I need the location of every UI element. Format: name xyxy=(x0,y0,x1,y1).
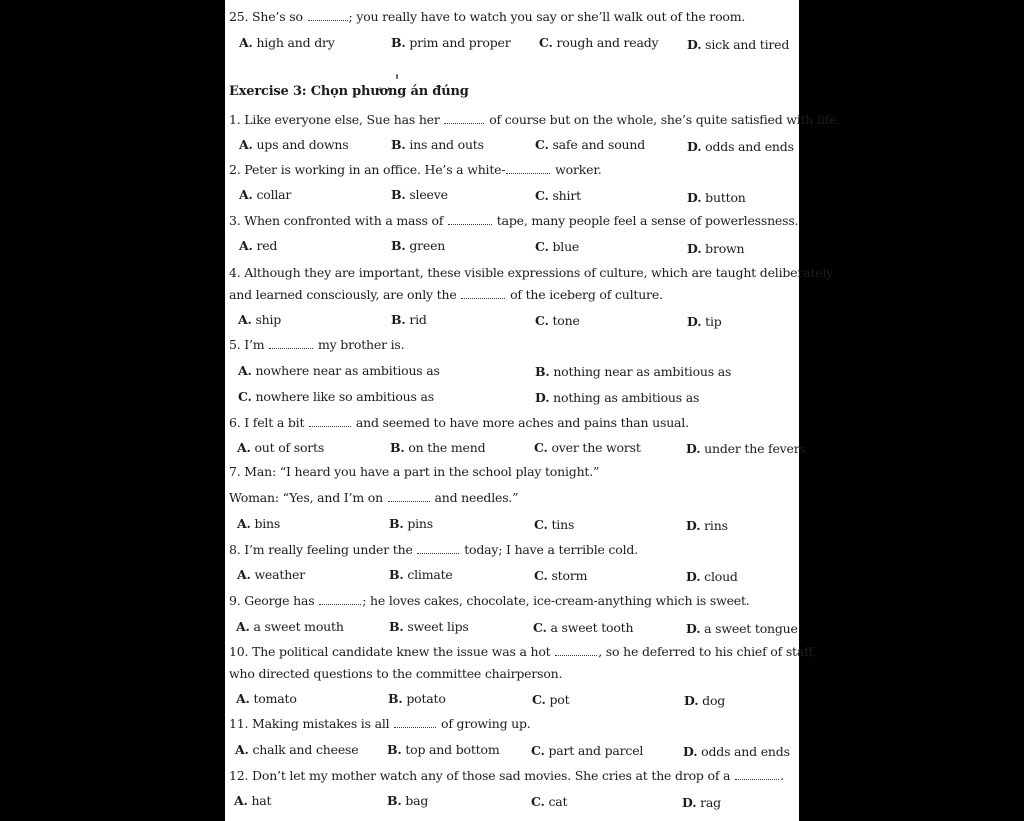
question-text: my brother is. xyxy=(314,337,405,352)
option-c xyxy=(535,239,579,254)
option-text: under the fevers xyxy=(704,441,806,456)
option-text: a sweet tooth xyxy=(550,620,634,635)
option-text: blue xyxy=(552,239,580,254)
option-text: brown xyxy=(705,241,745,256)
option-b xyxy=(387,742,499,757)
question-9-stem xyxy=(229,593,750,608)
option-b xyxy=(391,238,445,253)
option-letter: A. xyxy=(236,691,250,706)
option-b xyxy=(391,187,448,202)
answer-blank xyxy=(461,288,505,299)
question-7-stem-line: 7. Man: “I heard you have a part in the school play tonight.” xyxy=(229,464,600,479)
option-text: over the worst xyxy=(551,440,641,455)
option-letter: D. xyxy=(686,441,701,456)
option-letter: C. xyxy=(534,440,548,455)
option-letter: B. xyxy=(387,793,402,808)
option-letter: D. xyxy=(686,518,701,533)
option-d xyxy=(682,795,721,810)
option-text: dog xyxy=(702,693,726,708)
option-text: rins xyxy=(704,518,728,533)
option-text: tip xyxy=(705,314,722,329)
option-d xyxy=(684,693,725,708)
option-d xyxy=(686,441,806,456)
option-b xyxy=(389,567,453,582)
option-letter: D. xyxy=(686,621,701,636)
question-text: ; you really have to watch you say or she’ll walk out of the room. xyxy=(348,9,746,24)
question-text: Woman: “Yes, and I’m on xyxy=(229,490,387,505)
question-11-stem xyxy=(229,716,531,731)
option-d xyxy=(683,744,790,759)
answer-blank xyxy=(319,594,361,605)
option-text: tomato xyxy=(253,691,297,706)
option-letter: A. xyxy=(237,440,251,455)
question-3-stem xyxy=(229,213,798,228)
question-text: 11. Making mistakes is all xyxy=(229,716,394,731)
question-5-stem xyxy=(229,337,404,352)
option-letter: C. xyxy=(238,389,252,404)
option-letter: A. xyxy=(236,619,250,634)
option-d xyxy=(687,241,744,256)
option-letter: B. xyxy=(388,691,403,706)
option-a xyxy=(237,516,280,531)
option-c xyxy=(534,517,574,532)
option-letter: D. xyxy=(687,190,702,205)
option-text: a sweet mouth xyxy=(253,619,344,634)
option-letter: A. xyxy=(239,187,253,202)
option-text: safe and sound xyxy=(552,137,646,152)
answer-blank xyxy=(417,543,459,554)
option-a xyxy=(235,742,358,757)
option-text: rid xyxy=(409,312,427,327)
option-letter: C. xyxy=(534,568,548,583)
option-letter: C. xyxy=(531,743,545,758)
option-letter: A. xyxy=(234,793,248,808)
option-b xyxy=(391,312,427,327)
option-text: sleeve xyxy=(409,187,448,202)
option-letter: B. xyxy=(389,516,404,531)
option-a xyxy=(237,567,305,582)
option-letter: B. xyxy=(389,567,404,582)
worksheet-page xyxy=(225,0,841,821)
option-text: bag xyxy=(405,793,429,808)
option-letter: B. xyxy=(391,312,406,327)
option-a xyxy=(238,312,281,327)
question-text: worker. xyxy=(551,162,602,177)
option-text: ups and downs xyxy=(256,137,349,152)
option-d xyxy=(686,518,728,533)
option-d xyxy=(687,139,794,154)
option-d xyxy=(535,390,699,405)
answer-blank xyxy=(308,10,348,21)
option-d xyxy=(687,190,746,205)
option-letter: C. xyxy=(535,239,549,254)
question-7-stem xyxy=(229,490,518,505)
question-text: 2. Peter is working in an office. He’s a white- xyxy=(229,162,506,177)
option-c xyxy=(531,743,643,758)
option-a xyxy=(239,137,348,152)
option-letter: D. xyxy=(687,241,702,256)
option-letter: B. xyxy=(390,440,405,455)
question-4-stem-line: 4. Although they are important, these visible expressions of culture, which are taught deliberately xyxy=(229,265,834,280)
option-a xyxy=(239,187,291,202)
ink-speck xyxy=(396,74,398,79)
question-8-stem xyxy=(229,542,638,557)
question-text: of growing up. xyxy=(437,716,531,731)
question-text: and needles.” xyxy=(430,490,519,505)
answer-blank xyxy=(309,416,351,427)
exercise-heading: Exercise 3: Chọn phương án đúng xyxy=(229,84,469,99)
option-text: on the mend xyxy=(408,440,486,455)
question-6-stem xyxy=(229,415,689,430)
option-letter: B. xyxy=(389,619,404,634)
question-text: today; I have a terrible cold. xyxy=(460,542,638,557)
option-c xyxy=(535,188,581,203)
question-text: 8. I’m really feeling under the xyxy=(229,542,417,557)
question-text: 3. When confronted with a mass of xyxy=(229,213,447,228)
option-c xyxy=(535,137,645,152)
option-letter: D. xyxy=(687,314,702,329)
answer-blank xyxy=(444,113,484,124)
question-text: of course but on the whole, she’s quite satisfied with life. xyxy=(485,112,841,127)
option-letter: D. xyxy=(535,390,550,405)
option-text: hat xyxy=(251,793,272,808)
option-d xyxy=(686,569,738,584)
question-text: and seemed to have more aches and pains than usual. xyxy=(352,415,689,430)
option-c xyxy=(238,389,434,404)
answer-blank xyxy=(394,717,436,728)
option-text: weather xyxy=(254,567,306,582)
question-text: , so he deferred to his chief of staff, xyxy=(598,644,817,659)
question-text: 1. Like everyone else, Sue has her xyxy=(229,112,444,127)
option-text: button xyxy=(705,190,746,205)
option-letter: D. xyxy=(683,744,698,759)
option-text: nothing near as ambitious as xyxy=(553,364,732,379)
option-text: ship xyxy=(255,312,282,327)
option-c xyxy=(533,620,633,635)
option-text: nothing as ambitious as xyxy=(553,390,700,405)
option-text: sweet lips xyxy=(407,619,469,634)
option-text: ins and outs xyxy=(409,137,484,152)
question-text: ; he loves cakes, chocolate, ice-cream-anything which is sweet. xyxy=(362,593,750,608)
question-text: tape, many people feel a sense of powerlessness. xyxy=(492,213,799,228)
option-b xyxy=(535,364,731,379)
option-letter: C. xyxy=(534,517,548,532)
option-letter: C. xyxy=(532,692,546,707)
question-text: 5. I’m xyxy=(229,337,269,352)
option-letter: A. xyxy=(238,363,252,378)
answer-blank xyxy=(506,163,550,174)
option-text: rag xyxy=(700,795,721,810)
option-text: out of sorts xyxy=(254,440,325,455)
answer-blank xyxy=(388,491,430,502)
question-text: 12. Don’t let my mother watch any of those sad movies. She cries at the drop of a xyxy=(229,768,735,783)
question-text: 10. The political candidate knew the issue was a hot xyxy=(229,644,555,659)
option-text: climate xyxy=(407,567,453,582)
option-letter: B. xyxy=(387,742,402,757)
question-text: . xyxy=(780,768,784,783)
option-a: A. high and dry xyxy=(239,35,335,50)
option-letter: C. xyxy=(535,188,549,203)
option-text: nowhere like so ambitious as xyxy=(255,389,434,404)
option-text: potato xyxy=(406,691,446,706)
option-letter: C. xyxy=(535,313,549,328)
option-letter: A. xyxy=(239,137,253,152)
option-text: cloud xyxy=(704,569,738,584)
option-letter: B. xyxy=(391,238,406,253)
option-a xyxy=(236,619,344,634)
option-b xyxy=(389,619,469,634)
option-text: tins xyxy=(551,517,575,532)
option-b xyxy=(388,691,446,706)
option-c: C. rough and ready xyxy=(539,35,659,50)
option-letter: A. xyxy=(237,516,251,531)
option-letter: B. xyxy=(535,364,550,379)
option-text: red xyxy=(256,238,278,253)
option-text: nowhere near as ambitious as xyxy=(255,363,440,378)
option-b: B. prim and proper xyxy=(391,35,511,50)
question-1-stem xyxy=(229,112,840,127)
option-letter: C. xyxy=(535,137,549,152)
option-text: bins xyxy=(254,516,281,531)
option-c xyxy=(535,313,580,328)
option-b xyxy=(391,137,484,152)
option-b xyxy=(389,516,433,531)
answer-blank xyxy=(555,645,597,656)
option-c xyxy=(534,568,587,583)
option-c xyxy=(534,440,641,455)
question-4-stem xyxy=(229,287,663,302)
option-letter: D. xyxy=(684,693,699,708)
option-text: a sweet tongue xyxy=(704,621,798,636)
option-text: top and bottom xyxy=(405,742,500,757)
option-letter: D. xyxy=(686,569,701,584)
option-letter: D. xyxy=(682,795,697,810)
question-10-stem-line: who directed questions to the committee chairperson. xyxy=(229,666,563,681)
question-10-stem xyxy=(229,644,816,659)
option-c xyxy=(531,794,567,809)
question-25-stem xyxy=(229,9,745,24)
option-text: pot xyxy=(549,692,570,707)
option-d: D. sick and tired xyxy=(687,37,790,52)
answer-blank xyxy=(269,338,313,349)
option-a xyxy=(238,363,440,378)
question-text: of the iceberg of culture. xyxy=(506,287,663,302)
option-letter: C. xyxy=(533,620,547,635)
question-text: 6. I felt a bit xyxy=(229,415,309,430)
option-a xyxy=(237,440,324,455)
option-d xyxy=(687,314,722,329)
question-2-stem xyxy=(229,162,602,177)
option-text: storm xyxy=(551,568,588,583)
option-letter: B. xyxy=(391,137,406,152)
option-letter: A. xyxy=(238,312,252,327)
option-d xyxy=(686,621,798,636)
option-text: cat xyxy=(548,794,568,809)
option-text: green xyxy=(409,238,446,253)
question-12-stem xyxy=(229,768,784,783)
option-a xyxy=(239,238,277,253)
question-text: 25. She’s so xyxy=(229,9,307,24)
option-text: odds and ends xyxy=(705,139,794,154)
option-letter: D. xyxy=(687,139,702,154)
option-b xyxy=(390,440,485,455)
question-text: 9. George has xyxy=(229,593,319,608)
option-text: chalk and cheese xyxy=(252,742,359,757)
option-text: part and parcel xyxy=(548,743,644,758)
option-text: shirt xyxy=(552,188,581,203)
option-c xyxy=(532,692,569,707)
option-letter: A. xyxy=(237,567,251,582)
option-a xyxy=(234,793,271,808)
option-text: odds and ends xyxy=(701,744,790,759)
option-a xyxy=(236,691,297,706)
option-letter: A. xyxy=(239,238,253,253)
option-letter: C. xyxy=(531,794,545,809)
option-text: pins xyxy=(407,516,433,531)
option-b xyxy=(387,793,428,808)
option-letter: A. xyxy=(235,742,249,757)
answer-blank xyxy=(448,214,492,225)
answer-blank xyxy=(735,769,779,780)
option-letter: B. xyxy=(391,187,406,202)
question-text: and learned consciously, are only the xyxy=(229,287,461,302)
option-text: collar xyxy=(256,187,292,202)
option-text: tone xyxy=(552,313,580,328)
